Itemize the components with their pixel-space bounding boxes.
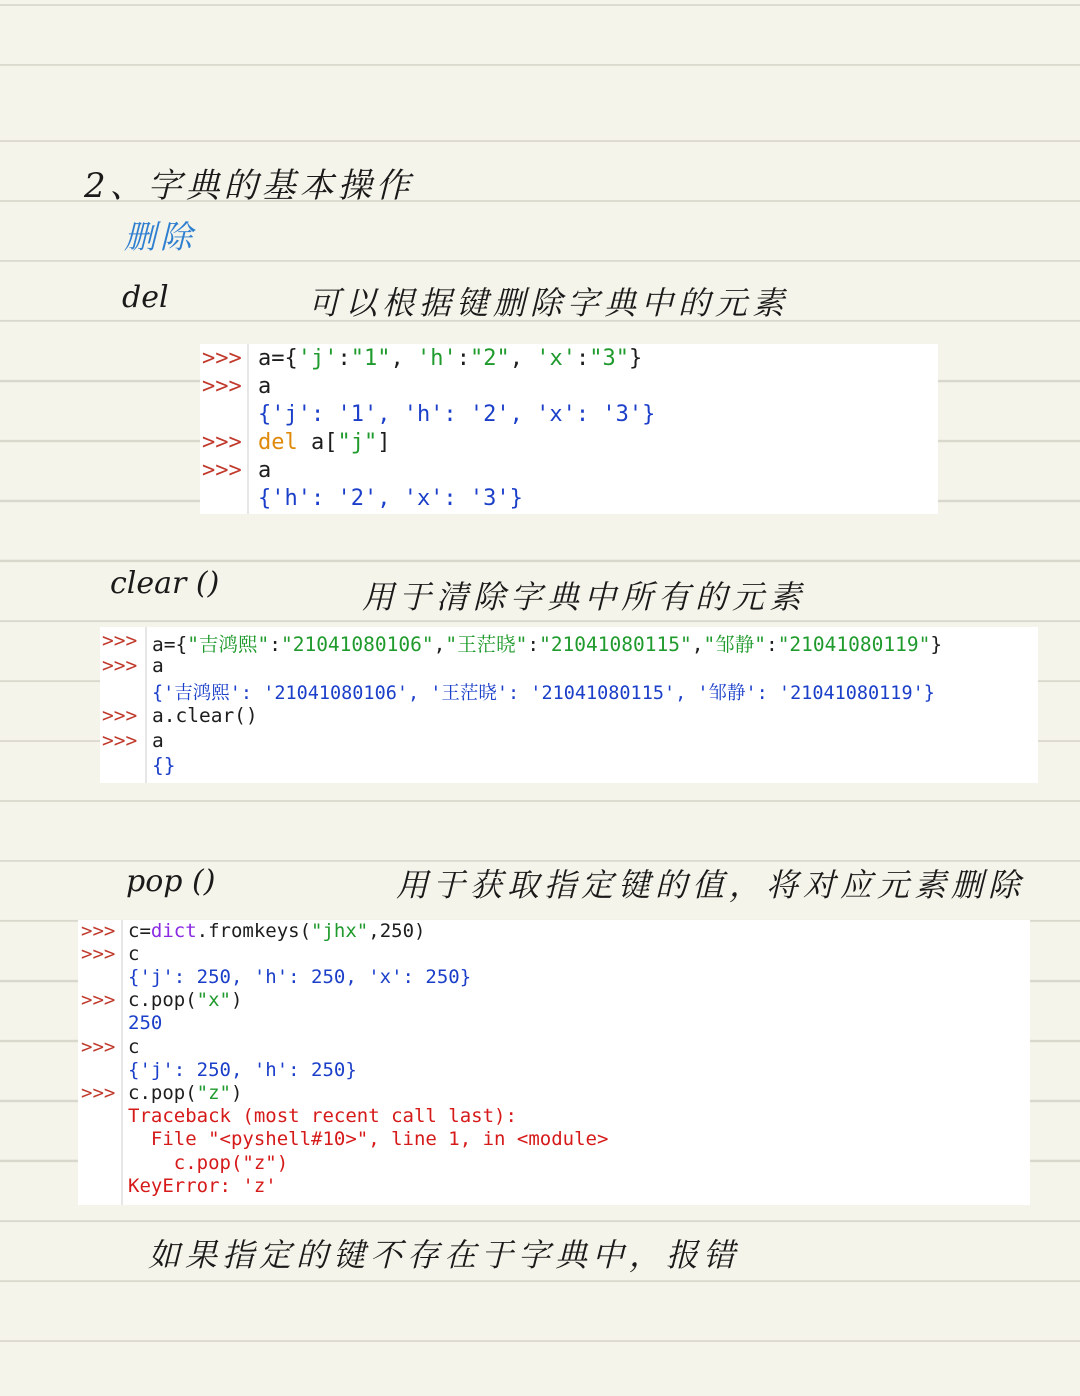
code-line: c.pop("x") [128, 989, 243, 1011]
prompt: >>> [202, 458, 242, 483]
section-title: 2、字典的基本操作 [84, 166, 414, 206]
output-line: 250 [128, 1012, 163, 1034]
footer-note: 如果指定的键不存在于字典中，报错 [148, 1236, 741, 1274]
prompt: >>> [81, 1082, 116, 1104]
prompt: >>> [81, 1036, 116, 1058]
output-line: {} [152, 754, 176, 777]
output-line: {'j': 250, 'h': 250} [128, 1059, 357, 1081]
error-line: KeyError: 'z' [128, 1175, 277, 1197]
code-line: a [152, 654, 164, 677]
traceback-line: File "<pyshell#10>", line 1, in <module> [128, 1128, 609, 1150]
output-line: {'j': '1', 'h': '2', 'x': '3'} [258, 402, 656, 427]
method-desc-clear: 用于清除字典中所有的元素 [362, 578, 807, 616]
prompt: >>> [102, 704, 138, 727]
traceback-line: c.pop("z") [128, 1152, 289, 1174]
code-line: a={"吉鸿熙":"21041080106","王茫晓":"21041080115","邹静":"21041080119"} [152, 633, 943, 656]
prompt: >>> [202, 374, 242, 399]
prompt: >>> [81, 943, 116, 965]
prompt: >>> [81, 920, 116, 942]
prompt: >>> [102, 629, 138, 652]
shell-block-del [200, 344, 938, 514]
output-line: {'吉鸿熙': '21041080106', '王茫晓': '21041080115', '邹静': '21041080119'} [152, 683, 935, 704]
method-name-del: del [122, 280, 169, 315]
method-desc-pop: 用于获取指定键的值，将对应元素删除 [396, 866, 1026, 904]
prompt: >>> [202, 346, 242, 371]
code-line: a [152, 729, 164, 752]
code-line: c [128, 1036, 140, 1058]
shell-block-pop [78, 920, 1030, 1205]
code-line: a [258, 374, 272, 399]
code-line: c.pop("z") [128, 1082, 243, 1104]
code-line: a.clear() [152, 704, 258, 727]
prompt: >>> [202, 430, 242, 455]
prompt: >>> [102, 654, 138, 677]
code-line: c=dict.fromkeys("jhx",250) [128, 920, 426, 942]
output-line: {'j': 250, 'h': 250, 'x': 250} [128, 966, 472, 988]
method-name-clear: clear () [110, 566, 220, 601]
method-desc-del: 可以根据键删除字典中的元素 [308, 284, 790, 322]
code-line: a={'j':"1", 'h':"2", 'x':"3"} [258, 346, 643, 371]
prompt: >>> [81, 989, 116, 1011]
prompt: >>> [102, 729, 138, 752]
output-line: {'h': '2', 'x': '3'} [258, 486, 523, 511]
code-line: a [258, 458, 272, 483]
code-line: c [128, 943, 140, 965]
code-line: del a["j"] [258, 430, 391, 455]
shell-block-clear [100, 627, 1038, 783]
method-name-pop: pop () [126, 864, 216, 899]
subsection-label-delete: 删除 [124, 218, 197, 256]
traceback-line: Traceback (most recent call last): [128, 1105, 517, 1127]
